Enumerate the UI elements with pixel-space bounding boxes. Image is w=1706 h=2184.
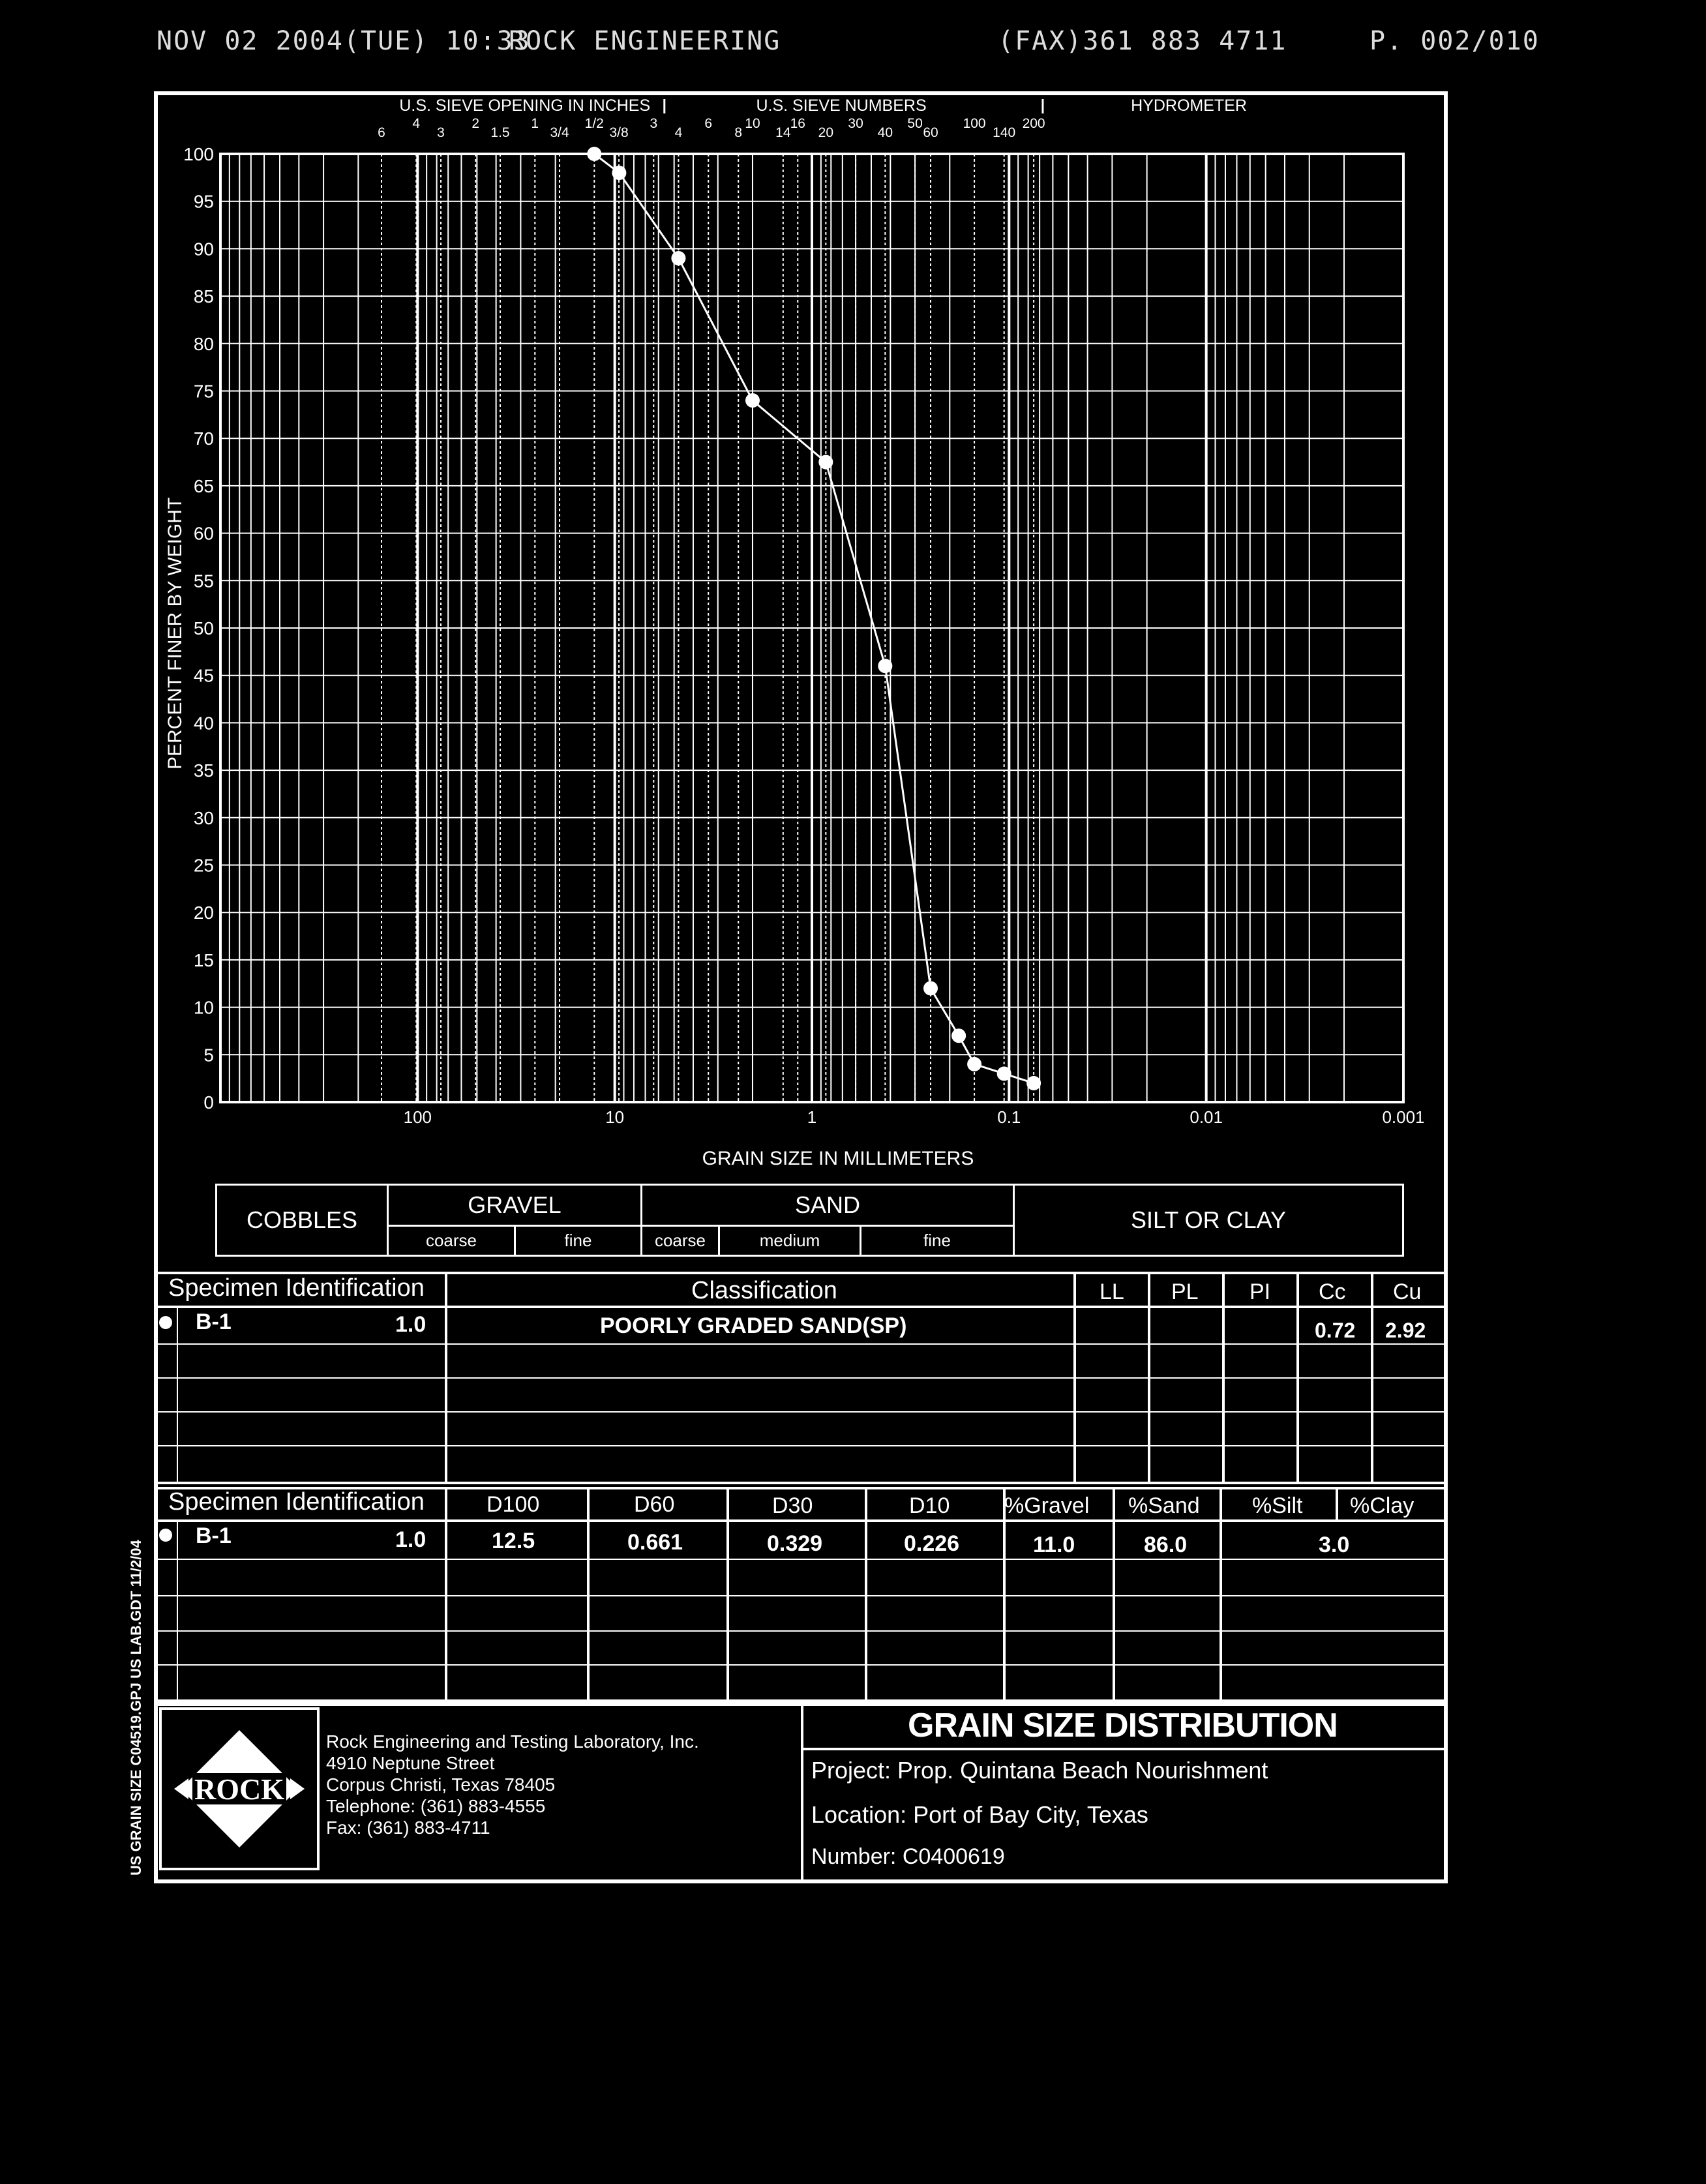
y-tick-label: 80 (193, 333, 214, 354)
t1-header-classification: Classification (691, 1277, 837, 1304)
number-line: Number: C0400619 (811, 1844, 1005, 1869)
table2-row-rule (154, 1559, 1448, 1560)
band-gravel-fine: fine (514, 1225, 642, 1257)
company-fax: Fax: (361) 883-4711 (326, 1818, 490, 1838)
top-group-label: HYDROMETER (1131, 97, 1247, 115)
sieve-label: 4 (674, 125, 683, 140)
data-point (951, 1028, 966, 1043)
table1-row-rule (154, 1343, 1448, 1345)
table2-col-rule (587, 1487, 590, 1699)
title-rule (802, 1748, 1445, 1750)
company-address-block (326, 1731, 699, 1838)
table1-col-rule (1371, 1272, 1373, 1482)
t1-header-specimen: Specimen Identification (168, 1274, 425, 1302)
sieve-label: 14 (775, 125, 791, 140)
t1-header-ll: LL (1100, 1279, 1124, 1304)
t1-row-cu: 2.92 (1385, 1319, 1426, 1342)
band-gravel-coarse: coarse (387, 1225, 516, 1257)
t2-header-d30: D30 (772, 1493, 813, 1518)
band-sand: SAND (640, 1184, 1015, 1227)
data-point (612, 166, 626, 180)
data-point (1026, 1076, 1041, 1090)
t2-row-d100: 12.5 (492, 1529, 535, 1553)
y-tick-label: 20 (193, 903, 214, 923)
y-tick-label: 10 (193, 997, 214, 1018)
data-point (745, 393, 760, 408)
t1-header-pi: PI (1250, 1279, 1271, 1304)
fax-timestamp: NOV 02 2004(TUE) 10:33 (157, 26, 531, 56)
y-tick-label: 50 (193, 618, 214, 638)
table2-header-rule (154, 1519, 1448, 1522)
t1-header-cu: Cu (1393, 1279, 1422, 1304)
project-line: Project: Prop. Quintana Beach Nourishment (811, 1757, 1268, 1784)
data-point (587, 147, 601, 161)
sieve-label: 16 (790, 116, 805, 131)
x-tick-label: 100 (403, 1107, 432, 1127)
sieve-label: 60 (923, 125, 938, 140)
x-tick-label: 0.1 (997, 1107, 1021, 1127)
table1-header-rule (154, 1306, 1448, 1308)
y-tick-label: 90 (193, 239, 214, 260)
company-city: Corpus Christi, Texas 78405 (326, 1774, 556, 1795)
company-phone: Telephone: (361) 883-4555 (326, 1796, 546, 1816)
t2-header-gravel: %Gravel (1004, 1493, 1090, 1518)
sieve-label: 1/2 (584, 116, 604, 131)
table1-col-rule (1073, 1272, 1076, 1482)
band-sand-medium: medium (718, 1225, 861, 1257)
y-tick-label: 75 (193, 381, 214, 402)
logo-box (159, 1707, 320, 1870)
data-point (967, 1057, 981, 1071)
t2-header-silt: %Silt (1252, 1493, 1303, 1518)
y-tick-label: 65 (193, 475, 214, 496)
sieve-label: 3 (437, 125, 445, 140)
table1-row-rule (154, 1411, 1448, 1413)
y-tick-label: 40 (193, 713, 214, 734)
table1-bottom-rule (154, 1482, 1448, 1484)
gradation-curve (594, 154, 1034, 1083)
sieve-label: 6 (378, 125, 385, 140)
table2-col-rule (177, 1519, 178, 1699)
x-axis-title: GRAIN SIZE IN MILLIMETERS (702, 1148, 974, 1169)
t1-header-pl: PL (1171, 1279, 1199, 1304)
sieve-label: 3 (650, 116, 658, 131)
t2-row-depth: 1.0 (395, 1527, 426, 1552)
sieve-label: 200 (1022, 116, 1045, 131)
table2-row-rule (154, 1595, 1448, 1596)
t2-header-clay: %Clay (1350, 1493, 1414, 1518)
x-tick-label: 0.01 (1190, 1107, 1223, 1127)
sieve-label: 4 (412, 116, 421, 131)
y-tick-label: 0 (203, 1092, 214, 1113)
t1-row-classification: POORLY GRADED SAND(SP) (600, 1313, 907, 1338)
band-gravel: GRAVEL (387, 1184, 642, 1227)
data-point (878, 659, 892, 673)
t2-row-d60: 0.661 (627, 1530, 683, 1555)
rock-logo-icon (168, 1717, 311, 1861)
table1-row-rule (154, 1377, 1448, 1379)
table2-col-rule (1220, 1487, 1222, 1699)
t2-header-sand: %Sand (1128, 1493, 1200, 1518)
y-tick-label: 30 (193, 807, 214, 828)
table1-col-rule (1148, 1272, 1150, 1482)
x-tick-label: 10 (605, 1107, 625, 1127)
top-group-label: U.S. SIEVE NUMBERS (756, 97, 927, 115)
sieve-label: 140 (993, 125, 1016, 140)
table2-col-rule (445, 1487, 447, 1699)
sieve-label: 8 (734, 125, 743, 140)
table1-col-rule (445, 1272, 447, 1482)
table1-col-rule (1296, 1272, 1299, 1482)
sieve-label: 1.5 (490, 125, 510, 140)
t2-row-sand: 86.0 (1144, 1533, 1188, 1557)
t2-header-d60: D60 (634, 1492, 675, 1517)
footer-divider (801, 1703, 803, 1881)
y-tick-label: 95 (193, 191, 214, 212)
band-sand-coarse: coarse (640, 1225, 720, 1257)
y-tick-label: 55 (193, 571, 214, 591)
y-tick-label: 70 (193, 428, 214, 449)
t1-header-cc: Cc (1319, 1279, 1346, 1304)
y-tick-label: 35 (193, 760, 214, 781)
data-point (818, 455, 833, 470)
t2-row-silt-clay: 3.0 (1319, 1533, 1350, 1557)
t1-row-cc: 0.72 (1315, 1319, 1356, 1342)
band-cobbles: COBBLES (215, 1184, 389, 1257)
table2-col-rule (1336, 1487, 1338, 1519)
t2-row-gravel: 11.0 (1033, 1533, 1075, 1557)
location-line: Location: Port of Bay City, Texas (811, 1801, 1148, 1828)
y-axis-title: PERCENT FINER BY WEIGHT (164, 497, 186, 770)
t2-row-d10: 0.226 (904, 1531, 960, 1556)
fax-number: (FAX)361 883 4711 (998, 26, 1287, 56)
table2-row-rule (154, 1664, 1448, 1666)
y-tick-label: 45 (193, 665, 214, 686)
sieve-label: 40 (877, 125, 893, 140)
side-file-label: US GRAIN SIZE C04519.GPJ US LAB.GDT 11/2/04 (128, 1540, 144, 1876)
sieve-label: 1 (531, 116, 539, 131)
table2-row-rule (154, 1630, 1448, 1632)
t2-header-d100: D100 (486, 1492, 540, 1517)
x-tick-label: 1 (807, 1107, 817, 1127)
t2-row-d30: 0.329 (767, 1531, 823, 1556)
fax-page: P. 002/010 (1369, 26, 1540, 56)
table1-row-rule (154, 1445, 1448, 1446)
fax-company: ROCK ENGINEERING (509, 26, 781, 56)
grain-size-chart (157, 94, 1445, 1176)
specimen-marker-icon (159, 1529, 172, 1542)
top-group-label: U.S. SIEVE OPENING IN INCHES (399, 97, 651, 115)
logo-text: ROCK (194, 1773, 284, 1806)
t2-header-specimen: Specimen Identification (168, 1488, 425, 1516)
t1-row-id: B-1 (196, 1309, 232, 1334)
company-name: Rock Engineering and Testing Laboratory, Inc. (326, 1731, 699, 1752)
sieve-label: 3/8 (609, 125, 629, 140)
y-tick-label: 25 (193, 855, 214, 876)
table2-col-rule (1113, 1487, 1115, 1699)
sieve-label: 6 (704, 116, 713, 131)
data-point (997, 1066, 1011, 1081)
table2-col-rule (726, 1487, 729, 1699)
table2-col-rule (865, 1487, 867, 1699)
report-title: GRAIN SIZE DISTRIBUTION (908, 1707, 1338, 1744)
y-tick-label: 100 (183, 144, 214, 164)
data-point (923, 981, 938, 996)
x-tick-label: 0.001 (1382, 1107, 1425, 1127)
sieve-label: 50 (907, 116, 923, 131)
data-point (671, 251, 685, 265)
y-tick-label: 60 (193, 523, 214, 544)
sieve-label: 3/4 (550, 125, 569, 140)
y-tick-label: 5 (203, 1045, 214, 1066)
sieve-label: 10 (745, 116, 760, 131)
band-silt-clay: SILT OR CLAY (1013, 1184, 1404, 1257)
company-street: 4910 Neptune Street (326, 1753, 495, 1773)
table1-col-rule (177, 1306, 178, 1482)
sieve-label: 30 (848, 116, 863, 131)
t2-row-id: B-1 (196, 1523, 232, 1548)
y-tick-label: 15 (193, 950, 214, 970)
sieve-label: 20 (818, 125, 834, 140)
band-sand-fine: fine (860, 1225, 1015, 1257)
sieve-label: 2 (471, 116, 480, 131)
y-tick-label: 85 (193, 286, 214, 307)
t2-header-d10: D10 (909, 1493, 950, 1518)
table1-col-rule (1222, 1272, 1225, 1482)
sieve-label: 100 (963, 116, 986, 131)
t1-row-depth: 1.0 (395, 1312, 426, 1337)
specimen-marker-icon (159, 1316, 172, 1329)
